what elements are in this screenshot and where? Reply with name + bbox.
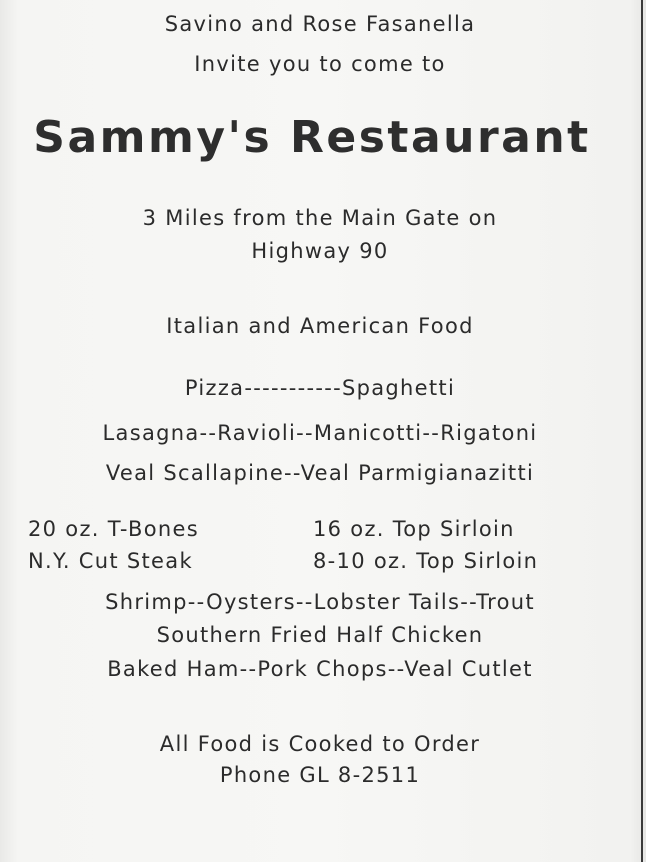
invite-line: Invite you to come to (194, 52, 446, 76)
location-line-2: Highway 90 (251, 239, 389, 263)
cuisine-line: Italian and American Food (166, 314, 474, 338)
steak-item-ny-cut: N.Y. Cut Steak (28, 549, 193, 573)
menu-line-chicken: Southern Fried Half Chicken (156, 623, 484, 647)
location-line-1: 3 Miles from the Main Gate on (142, 206, 498, 230)
menu-line-pizza: Pizza-----------Spaghetti (184, 376, 456, 400)
menu-line-seafood: Shrimp--Oysters--Lobster Tails--Trout (105, 590, 535, 614)
menu-line-pasta: Lasagna--Ravioli--Manicotti--Rigatoni (102, 421, 538, 445)
menu-line-veal: Veal Scallapine--Veal Parmigianazitti (105, 461, 535, 485)
steak-item-top-sirloin-16oz: 16 oz. Top Sirloin (313, 517, 515, 541)
page-edge-rule (641, 0, 643, 862)
menu-line-pork: Baked Ham--Pork Chops--Veal Cutlet (107, 657, 533, 681)
footer-note: All Food is Cooked to Order (159, 732, 481, 756)
restaurant-title: Sammy's Restaurant (33, 112, 591, 163)
phone-number: Phone GL 8-2511 (219, 763, 421, 787)
hosts-line: Savino and Rose Fasanella (164, 12, 476, 36)
steak-item-top-sirloin-8-10oz: 8-10 oz. Top Sirloin (313, 549, 539, 573)
steak-item-tbones: 20 oz. T-Bones (28, 517, 199, 541)
